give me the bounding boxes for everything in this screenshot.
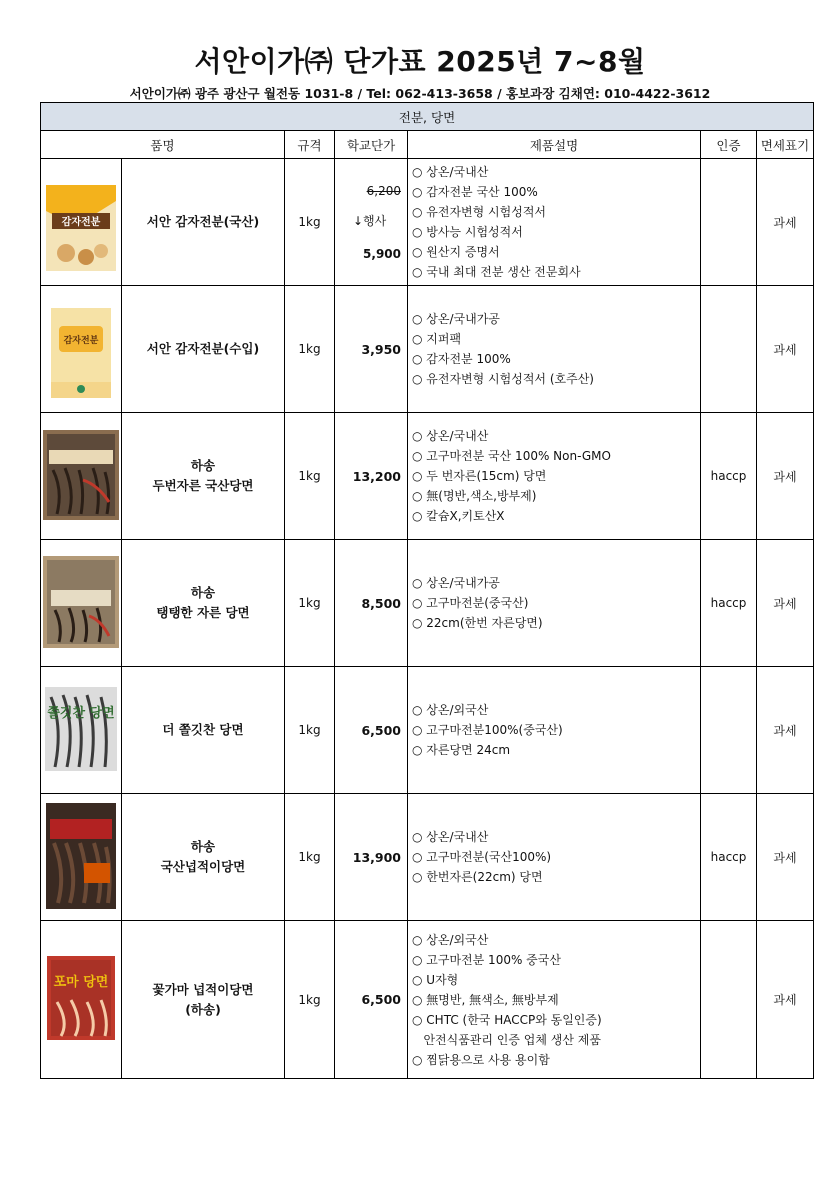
sale-price: 5,900 bbox=[363, 246, 401, 261]
desc-line: ○ 상온/국내가공 bbox=[412, 576, 500, 590]
desc-line: ○ 한번자른(22cm) 당면 bbox=[412, 870, 543, 884]
product-price: 3,950 bbox=[335, 286, 408, 413]
table-row bbox=[41, 540, 814, 667]
desc-line: ○ 無(명반,색소,방부제) bbox=[412, 489, 537, 503]
desc-line: ○ 지퍼팩 bbox=[412, 332, 462, 346]
product-image-potato-starch-kr bbox=[46, 171, 116, 271]
product-spec: 1kg bbox=[285, 286, 335, 413]
product-image-cell bbox=[41, 921, 122, 1079]
desc-line: ○ 칼슘X,키토산X bbox=[412, 509, 505, 523]
desc-line: ○ 찜닭용으로 사용 용이함 bbox=[412, 1052, 550, 1067]
desc-line: ○ 고구마전분(중국산) bbox=[412, 596, 529, 610]
product-cert: haccp bbox=[701, 540, 757, 667]
product-tax: 과세 bbox=[757, 286, 814, 413]
svg-text:포마 당면: 포마 당면 bbox=[53, 975, 109, 990]
product-description bbox=[408, 794, 701, 921]
desc-line: ○ 상온/국내산 bbox=[412, 830, 489, 844]
product-description bbox=[408, 540, 701, 667]
product-image-cell bbox=[41, 667, 122, 794]
product-image-cell bbox=[41, 413, 122, 540]
product-spec: 1kg bbox=[285, 921, 335, 1079]
product-image-glass-noodle-cut bbox=[43, 556, 119, 648]
product-image-chewy-noodle bbox=[45, 687, 117, 771]
desc-line: ○ 고구마전분100%(중국산) bbox=[412, 723, 563, 737]
desc-line: ○ 감자전분 국산 100% bbox=[412, 185, 538, 199]
product-description bbox=[408, 159, 701, 286]
section-header-row bbox=[41, 103, 814, 131]
table-row bbox=[41, 159, 814, 286]
product-cert bbox=[701, 921, 757, 1079]
product-description bbox=[408, 413, 701, 540]
product-image-wide-noodle-kr bbox=[46, 803, 116, 909]
product-name: 서안 감자전분(국산) bbox=[122, 159, 285, 286]
desc-line: ○ 상온/국내산 bbox=[412, 165, 489, 179]
product-price bbox=[335, 159, 408, 286]
product-tax: 과세 bbox=[757, 794, 814, 921]
product-image-flower-noodle bbox=[47, 956, 115, 1040]
col-header-desc: 제품설명 bbox=[408, 131, 701, 159]
col-header-tax: 면세표기 bbox=[757, 131, 814, 159]
product-description bbox=[408, 667, 701, 794]
col-header-cert: 인증 bbox=[701, 131, 757, 159]
product-price: 13,900 bbox=[335, 794, 408, 921]
sale-note: ↓행사 bbox=[353, 213, 387, 228]
desc-line: ○ 상온/외국산 bbox=[412, 932, 489, 947]
table-row bbox=[41, 667, 814, 794]
table-row bbox=[41, 286, 814, 413]
desc-line: ○ 유전자변형 시험성적서 bbox=[412, 205, 547, 219]
product-cert bbox=[701, 667, 757, 794]
desc-line: ○ 無명반, 無색소, 無방부제 bbox=[412, 992, 559, 1007]
page-title: 서안이가㈜ 단가표 2025년 7~8월 bbox=[194, 45, 646, 78]
product-name: 더 쫄깃찬 당면 bbox=[122, 667, 285, 794]
desc-line: ○ 상온/국내산 bbox=[412, 429, 489, 443]
table-row bbox=[41, 794, 814, 921]
desc-line: ○ U자형 bbox=[412, 972, 459, 987]
column-header-row bbox=[41, 131, 814, 159]
product-name: 꽃가마 넙적이당면 (하송) bbox=[122, 921, 285, 1079]
product-spec: 1kg bbox=[285, 159, 335, 286]
product-price: 13,200 bbox=[335, 413, 408, 540]
desc-line: ○ 22cm(한번 자른당면) bbox=[412, 616, 543, 630]
product-tax: 과세 bbox=[757, 921, 814, 1079]
product-image-cell bbox=[41, 159, 122, 286]
desc-line: ○ 원산지 증명서 bbox=[412, 245, 500, 259]
product-description bbox=[408, 921, 701, 1079]
table-row bbox=[41, 921, 814, 1079]
product-cert bbox=[701, 286, 757, 413]
col-header-name: 품명 bbox=[41, 131, 285, 159]
desc-line: ○ 고구마전분(국산100%) bbox=[412, 850, 552, 864]
product-cert: haccp bbox=[701, 794, 757, 921]
old-price: 6,200 bbox=[366, 183, 401, 198]
svg-text:감자전분: 감자전분 bbox=[63, 335, 99, 346]
desc-line: 안전식품관리 인증 업체 생산 제품 bbox=[412, 1032, 601, 1047]
product-price: 6,500 bbox=[335, 667, 408, 794]
product-price: 6,500 bbox=[335, 921, 408, 1079]
desc-line: ○ 국내 최대 전분 생산 전문회사 bbox=[412, 265, 581, 279]
product-name: 하송 두번자른 국산당면 bbox=[122, 413, 285, 540]
product-tax: 과세 bbox=[757, 159, 814, 286]
product-cert bbox=[701, 159, 757, 286]
desc-line: ○ 자른당면 24cm bbox=[412, 743, 511, 757]
svg-text:쫄깃찬 당면: 쫄깃찬 당면 bbox=[47, 705, 115, 721]
product-image-cell bbox=[41, 540, 122, 667]
col-header-price: 학교단가 bbox=[335, 131, 408, 159]
product-tax: 과세 bbox=[757, 413, 814, 540]
desc-line: ○ 고구마전분 국산 100% Non-GMO bbox=[412, 449, 611, 463]
product-image-glass-noodle-kr bbox=[43, 430, 119, 520]
desc-line: ○ CHTC (한국 HACCP와 동일인증) bbox=[412, 1012, 602, 1027]
product-cert: haccp bbox=[701, 413, 757, 540]
product-spec: 1kg bbox=[285, 413, 335, 540]
product-image-cell bbox=[41, 794, 122, 921]
product-price: 8,500 bbox=[335, 540, 408, 667]
svg-text:감자전분: 감자전분 bbox=[61, 216, 101, 228]
price-table bbox=[40, 102, 814, 1079]
col-header-spec: 규격 bbox=[285, 131, 335, 159]
desc-line: ○ 상온/외국산 bbox=[412, 703, 489, 717]
product-name: 하송 국산넙적이당면 bbox=[122, 794, 285, 921]
desc-line: ○ 고구마전분 100% 중국산 bbox=[412, 952, 561, 967]
product-name: 하송 탱탱한 자른 당면 bbox=[122, 540, 285, 667]
desc-line: ○ 두 번자른(15cm) 당면 bbox=[412, 469, 547, 483]
product-image-cell bbox=[41, 286, 122, 413]
product-tax: 과세 bbox=[757, 540, 814, 667]
section-title: 전분, 당면 bbox=[41, 103, 814, 131]
desc-line: ○ 상온/국내가공 bbox=[412, 312, 500, 326]
product-image-potato-starch-import bbox=[51, 298, 111, 398]
desc-line: ○ 감자전분 100% bbox=[412, 352, 511, 366]
product-spec: 1kg bbox=[285, 667, 335, 794]
product-spec: 1kg bbox=[285, 794, 335, 921]
table-row bbox=[41, 413, 814, 540]
product-description bbox=[408, 286, 701, 413]
desc-line: ○ 유전자변형 시험성적서 (호주산) bbox=[412, 372, 594, 386]
product-spec: 1kg bbox=[285, 540, 335, 667]
desc-line: ○ 방사능 시험성적서 bbox=[412, 225, 523, 239]
product-tax: 과세 bbox=[757, 667, 814, 794]
product-name: 서안 감자전분(수입) bbox=[122, 286, 285, 413]
company-info: 서안이가㈜ 광주 광산구 월전동 1031-8 / Tel: 062-413-3658 / 홍보과장 김채연: 010-4422-3612 bbox=[129, 86, 711, 101]
